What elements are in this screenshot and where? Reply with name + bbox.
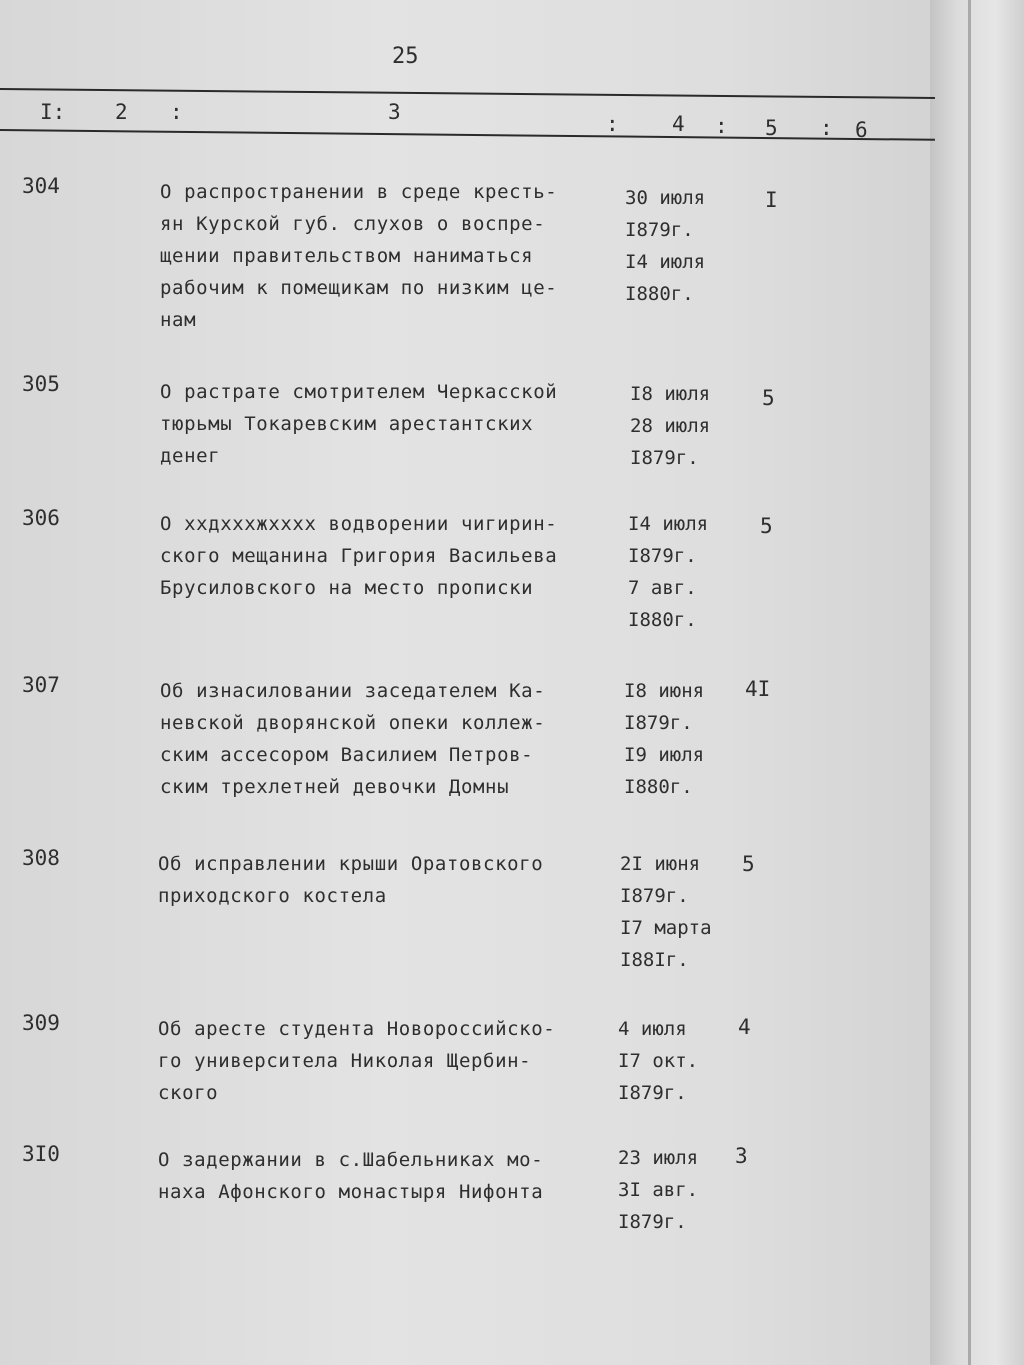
case-title (160, 508, 625, 604)
case-dates (624, 675, 749, 803)
sheet-count: 3 (735, 1144, 748, 1168)
title-line: невской дворянской опеки коллеж- (160, 712, 546, 734)
date-line: 30 июля (625, 187, 706, 209)
sheet-count: 4 (738, 1015, 751, 1039)
title-line: О растрате смотрителем Черкасской (160, 381, 558, 403)
case-number: 3I0 (22, 1142, 60, 1166)
case-dates (620, 848, 745, 976)
column-1-header: I: (40, 100, 66, 124)
date-line: I880г. (625, 283, 694, 305)
title-line: щении правительством наниматься (160, 245, 534, 267)
date-line: I879г. (628, 545, 697, 567)
case-title (160, 376, 625, 472)
date-line: I880г. (624, 776, 693, 798)
date-line: I879г. (620, 885, 689, 907)
date-line: I879г. (630, 447, 699, 469)
title-line: ским трехлетней девочки Домны (160, 776, 510, 798)
sheet-count: 5 (742, 852, 755, 876)
date-line: 23 июля (618, 1147, 699, 1169)
case-number: 308 (22, 846, 60, 870)
case-dates (618, 1013, 743, 1109)
sheet-count: 4I (745, 677, 771, 701)
title-line: Об изнасиловании заседателем Ка- (160, 680, 546, 702)
date-line: 4 июля (618, 1018, 687, 1040)
sheet-count: I (765, 188, 778, 212)
date-line: I879г. (625, 219, 694, 241)
case-title (160, 176, 625, 336)
date-line: 3I авг. (618, 1179, 699, 1201)
column-separator: : (820, 116, 833, 140)
date-line: I4 июля (628, 513, 709, 535)
case-number: 307 (22, 673, 60, 697)
sheet-count: 5 (762, 386, 775, 410)
date-line: I8 июля (630, 383, 711, 405)
case-title (160, 675, 625, 803)
page-number: 25 (392, 44, 419, 69)
column-4-header: 4 (672, 112, 685, 136)
date-line: I88Iг. (620, 949, 689, 971)
title-line: ским ассесором Василием Петров- (160, 744, 534, 766)
case-dates (628, 508, 753, 636)
case-number: 305 (22, 372, 60, 396)
case-number: 306 (22, 506, 60, 530)
column-2-header: 2 (115, 100, 128, 124)
date-line: I879г. (618, 1211, 687, 1233)
date-line: I879г. (618, 1082, 687, 1104)
page-fold (968, 0, 971, 1365)
date-line: 2I июня (620, 853, 701, 875)
case-title (158, 1144, 623, 1208)
title-line: Об аресте студента Новороссийско- (158, 1018, 556, 1040)
date-line: I7 окт. (618, 1050, 699, 1072)
column-6-header: 6 (855, 118, 868, 142)
column-separator: : (606, 112, 619, 136)
date-line: I7 марта (620, 917, 712, 939)
date-line: I879г. (624, 712, 693, 734)
column-3-header: 3 (388, 100, 401, 124)
title-line: Брусиловского на место прописки (160, 577, 534, 599)
title-line: ян Курской губ. слухов о воспре- (160, 213, 546, 235)
date-line: I4 июля (625, 251, 706, 273)
date-line: I9 июля (624, 744, 705, 766)
title-line: нам (160, 309, 197, 331)
title-line: О распространении в среде кресть- (160, 181, 558, 203)
title-line: денег (160, 445, 221, 467)
sheet-count: 5 (760, 514, 773, 538)
case-dates (630, 378, 755, 474)
next-page-edge (930, 0, 1024, 1365)
title-line: ского (158, 1082, 219, 1104)
title-line: приходского костела (158, 885, 387, 907)
column-5-header: 5 (765, 116, 778, 140)
title-line: ского мещанина Григория Васильева (160, 545, 558, 567)
date-line: 28 июля (630, 415, 711, 437)
case-title (158, 1013, 623, 1109)
title-line: тюрьмы Токаревским арестантских (160, 413, 534, 435)
title-line: О ххдхххжхххх водворении чигирин- (160, 513, 558, 535)
case-number: 304 (22, 174, 60, 198)
title-line: Об исправлении крыши Оратовского (158, 853, 544, 875)
case-number: 309 (22, 1011, 60, 1035)
title-line: наха Афонского монастыря Нифонта (158, 1181, 544, 1203)
case-title (158, 848, 623, 912)
column-separator: : (715, 114, 728, 138)
date-line: 7 авг. (628, 577, 697, 599)
title-line: О задержании в с.Шабельниках мо- (158, 1149, 544, 1171)
title-line: рабочим к помещикам по низким це- (160, 277, 558, 299)
case-dates (618, 1142, 743, 1238)
date-line: I8 июня (624, 680, 705, 702)
title-line: го университела Николая Щербин- (158, 1050, 532, 1072)
date-line: I880г. (628, 609, 697, 631)
column-separator: : (170, 100, 183, 124)
case-dates (625, 182, 750, 310)
